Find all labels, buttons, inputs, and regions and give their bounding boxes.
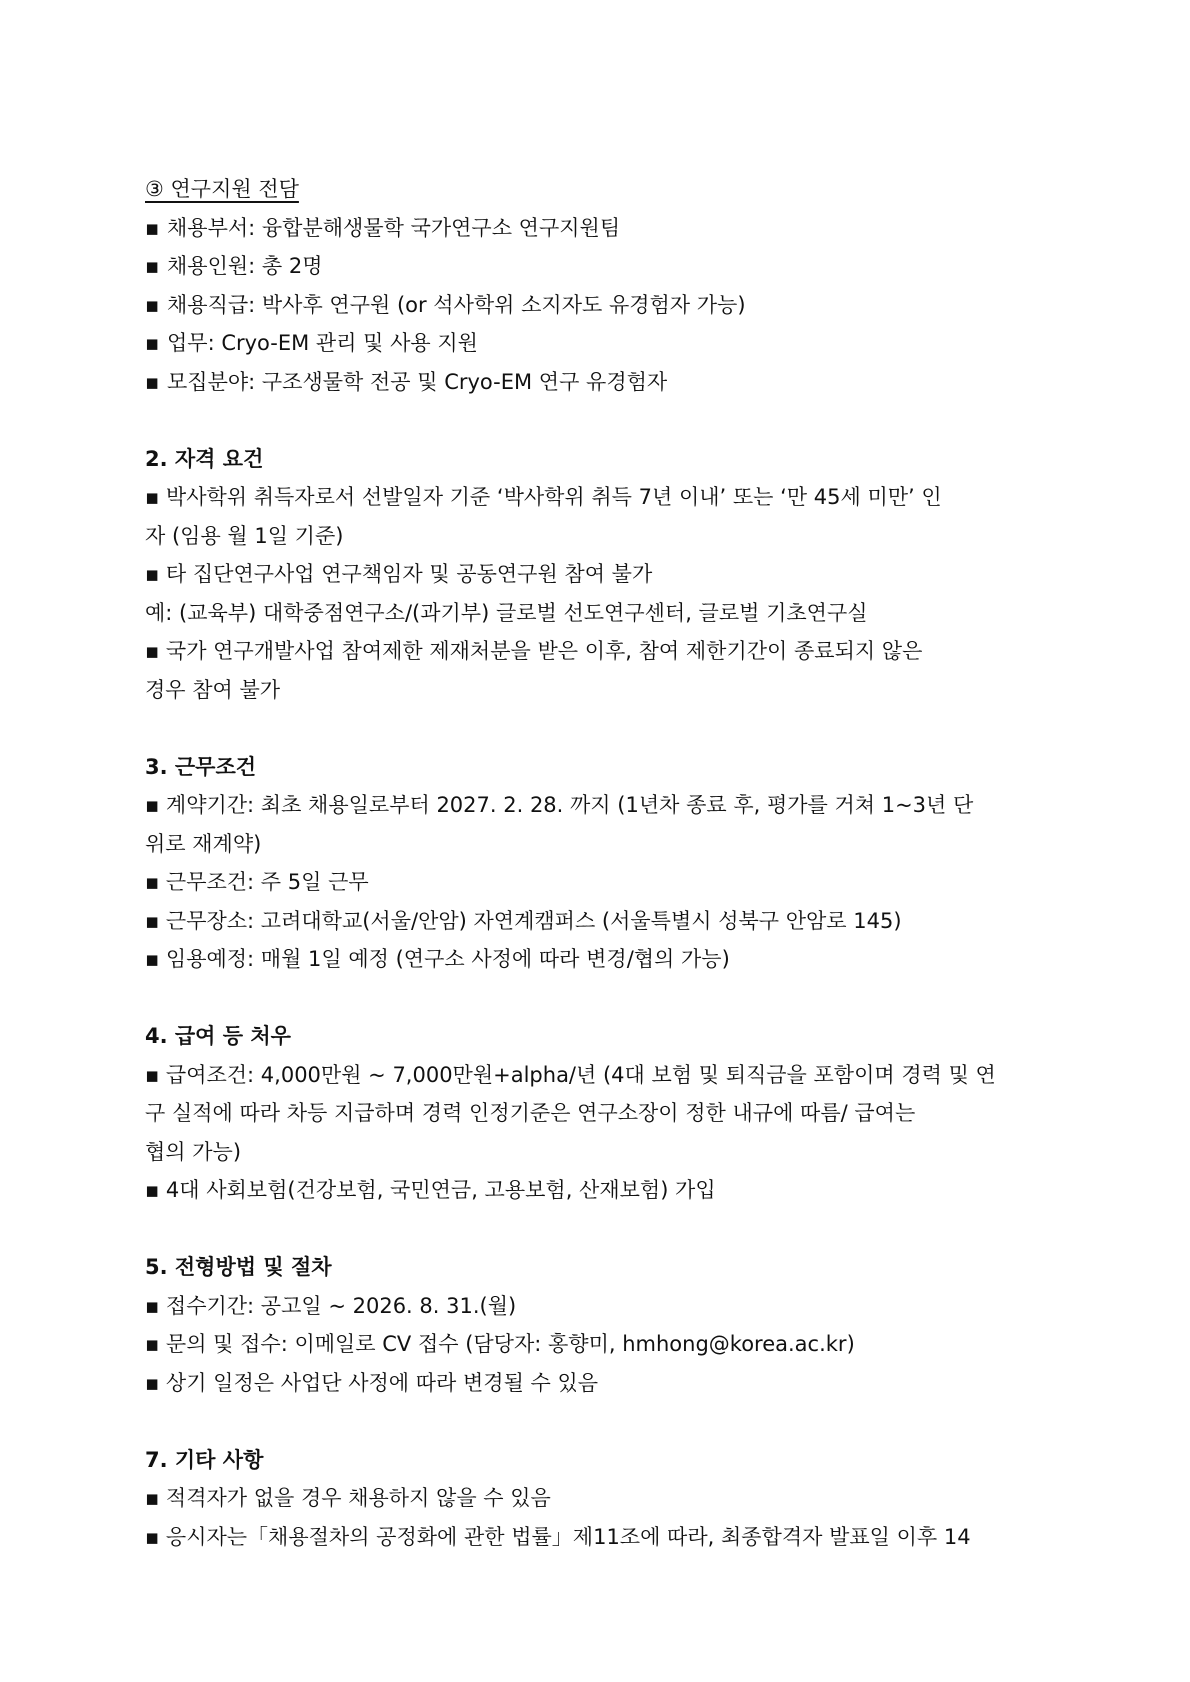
spacer [145,401,1050,440]
paragraph-line: ▪ 근무조건: 주 5일 근무 [145,870,369,894]
paragraph-line: ▪ 문의 및 접수: 이메일로 CV 접수 (담당자: 홍향미, hmhong@korea.ac.kr) [145,1332,855,1356]
spacer [145,1402,1050,1441]
bullet-icon: ▪ [145,215,160,240]
paragraph-line: ▪ 상기 일정은 사업단 사정에 따라 변경될 수 있음 [145,1370,599,1395]
list-item: ▪ 채용부서: 융합분해생물학 국가연구소 연구지원팀 [145,209,1050,248]
paragraph-line: 협의 가능) [145,1139,242,1164]
paragraph-line: ▪ 박사학위 취득자로서 선발일자 기준 ‘박사학위 취득 7년 이내’ 또는 ‘만 45세 미만’ 인 [145,485,942,509]
paragraph-line: 예: (교육부) 대학중점연구소/(과기부) 글로벌 선도연구센터, 글로벌 기초연구실 [145,600,868,625]
bullet-icon: ▪ [145,254,160,278]
paragraph-line: ▪ 4대 사회보험(건강보험, 국민연금, 고용보험, 산재보험) 가입 [145,1178,716,1202]
paragraph-line: ▪ 계약기간: 최초 채용일로부터 2027. 2. 28. 까지 (1년차 종료 후, 평가를 거쳐 1~3년 단 [145,793,974,817]
list-item: ▪ 모집분야: 구조생물학 전공 및 Cryo-EM 연구 유경험자 [145,363,1050,402]
section-heading: 4. 급여 등 처우 [145,1024,291,1048]
paragraph-line: 구 실적에 따라 차등 지급하며 경력 인정기준은 연구소장이 정한 내규에 따름/ 급여는 [145,1101,916,1125]
section-subheading: ③ 연구지원 전담 [145,177,299,201]
bullet-icon: ▪ [145,331,160,355]
paragraph-line: ▪ 임용예정: 매월 1일 예정 (연구소 사정에 따라 변경/협의 가능) [145,947,730,971]
section-heading: 7. 기타 사항 [145,1447,264,1472]
bullet-icon: ▪ [145,292,160,317]
section-heading: 3. 근무조건 [145,754,257,779]
list-item: ▪ 채용직급: 박사후 연구원 (or 석사학위 소지자도 유경험자 가능) [145,286,1050,325]
paragraph-line: ▪ 급여조건: 4,000만원 ~ 7,000만원+alpha/년 (4대 보험 및 퇴직금을 포함이며 경력 및 연 [145,1062,996,1087]
paragraph-line: ▪ 적격자가 없을 경우 채용하지 않을 수 있음 [145,1486,551,1510]
document-page [145,170,1050,1556]
bullet-icon: ▪ [145,369,160,394]
paragraph-line: 경우 참여 불가 [145,677,281,702]
spacer [145,979,1050,1018]
list-item: ▪ 채용인원: 총 2명 [145,247,1050,286]
paragraph-line: 자 (임용 월 1일 기준) [145,523,344,548]
paragraph-line: ▪ 응시자는「채용절차의 공정화에 관한 법률」제11조에 따라, 최종합격자 발표일 이후 14 [145,1524,971,1549]
spacer [145,709,1050,748]
paragraph-line: 위로 재계약) [145,831,262,856]
section-heading: 5. 전형방법 및 절차 [145,1255,332,1279]
paragraph-line: ▪ 근무장소: 고려대학교(서울/안암) 자연계캠퍼스 (서울특별시 성북구 안암로 145) [145,908,902,933]
section-heading: 2. 자격 요건 [145,446,264,471]
list-item: ▪ 업무: Cryo-EM 관리 및 사용 지원 [145,324,1050,363]
spacer [145,1210,1050,1249]
paragraph-line: ▪ 접수기간: 공고일 ~ 2026. 8. 31.(월) [145,1293,517,1318]
paragraph-line: ▪ 타 집단연구사업 연구책임자 및 공동연구원 참여 불가 [145,562,653,586]
paragraph-line: ▪ 국가 연구개발사업 참여제한 제재처분을 받은 이후, 참여 제한기간이 종료되지 않은 [145,639,923,663]
